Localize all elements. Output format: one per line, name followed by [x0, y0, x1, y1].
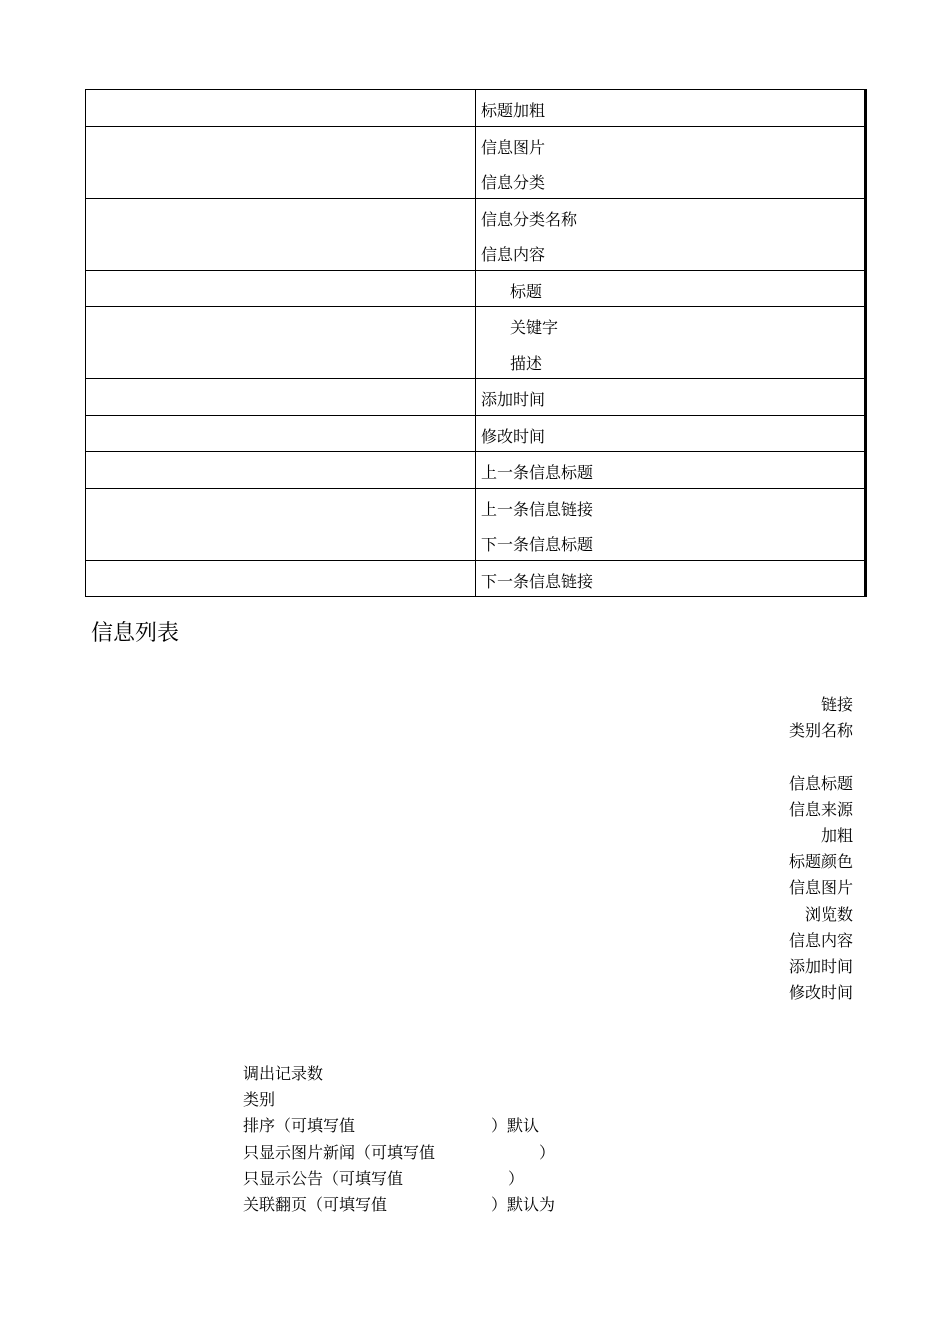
- list-field-label: 链接: [820, 695, 853, 714]
- table-row: [86, 90, 866, 127]
- field-label: 下一条信息链接: [481, 571, 594, 591]
- table-row: [86, 560, 866, 597]
- table-cell-empty: [86, 560, 476, 597]
- section-title-info-list: 信息列表: [91, 621, 180, 646]
- param-row: [243, 1114, 603, 1140]
- table-cell-empty: [86, 270, 476, 307]
- list-field-label: 信息内容: [788, 930, 853, 950]
- param-label: 类别: [243, 1090, 276, 1110]
- param-suffix: ）: [539, 1142, 556, 1162]
- list-field-label: 标题颜色: [788, 852, 853, 872]
- field-label: 信息图片: [481, 137, 546, 157]
- table-cell-fields: [476, 560, 866, 597]
- list-field-label: 修改时间: [788, 983, 853, 1003]
- table-cell-empty: [86, 488, 476, 560]
- field-label: 信息分类: [481, 173, 546, 192]
- field-label: 标题加粗: [481, 101, 546, 120]
- table-cell-fields: [476, 379, 866, 416]
- table-cell-fields: [476, 415, 866, 452]
- param-label: 只显示公告（可填写值: [243, 1168, 404, 1188]
- table-cell-fields: [476, 452, 866, 489]
- table-row: [86, 270, 866, 307]
- table-cell-empty: [86, 415, 476, 452]
- field-label: 描述: [510, 353, 543, 373]
- param-row: [243, 1062, 603, 1088]
- param-label: 只显示图片新闻（可填写值: [243, 1142, 436, 1162]
- field-label: 信息分类名称: [481, 209, 578, 229]
- list-field-label: 信息图片: [788, 878, 853, 898]
- list-field-label: 加粗: [820, 825, 853, 845]
- field-label: 信息内容: [481, 245, 546, 264]
- info-detail-table: [85, 89, 867, 597]
- table-cell-empty: [86, 90, 476, 127]
- table-row: [86, 452, 866, 489]
- list-field-label: 信息来源: [788, 799, 853, 819]
- table-row: [86, 415, 866, 452]
- table-cell-fields: [476, 270, 866, 307]
- info-list-field-list: [789, 693, 853, 1007]
- table-cell-fields: [476, 198, 866, 270]
- table-cell-empty: [86, 307, 476, 379]
- table-row: [86, 488, 866, 560]
- field-label: 标题: [510, 281, 543, 301]
- field-label: 关键字: [510, 318, 559, 337]
- table-row: [86, 307, 866, 379]
- param-row: [243, 1088, 603, 1114]
- param-label: 排序（可填写值: [243, 1116, 356, 1136]
- list-field-label: 类别名称: [788, 721, 853, 741]
- param-row: [243, 1141, 603, 1167]
- table-cell-empty: [86, 379, 476, 416]
- param-suffix: ）默认: [491, 1116, 540, 1136]
- field-label: 添加时间: [481, 390, 546, 409]
- field-label: 上一条信息链接: [481, 499, 594, 519]
- param-label: 调出记录数: [243, 1064, 324, 1083]
- list-field-label: 信息标题: [788, 773, 853, 793]
- field-label: 修改时间: [481, 426, 546, 446]
- field-label: 下一条信息标题: [481, 535, 594, 554]
- table-cell-fields: [476, 488, 866, 560]
- param-row: [243, 1167, 603, 1193]
- list-field-label: 浏览数: [804, 904, 853, 924]
- table-row: [86, 198, 866, 270]
- param-label: 关联翻页（可填写值: [243, 1194, 388, 1214]
- param-suffix: ）: [508, 1168, 525, 1188]
- field-label: 上一条信息标题: [481, 463, 594, 482]
- param-suffix: ）默认为: [491, 1194, 556, 1214]
- table-cell-empty: [86, 452, 476, 489]
- list-field-label: [789, 745, 853, 771]
- list-field-label: 添加时间: [788, 956, 853, 976]
- info-list-params: [243, 1062, 603, 1219]
- table-cell-empty: [86, 198, 476, 270]
- table-cell-empty: [86, 126, 476, 198]
- table-row: [86, 126, 866, 198]
- table-cell-fields: [476, 126, 866, 198]
- param-row: [243, 1193, 603, 1219]
- table-cell-fields: [476, 307, 866, 379]
- table-cell-fields: [476, 90, 866, 127]
- table-row: [86, 379, 866, 416]
